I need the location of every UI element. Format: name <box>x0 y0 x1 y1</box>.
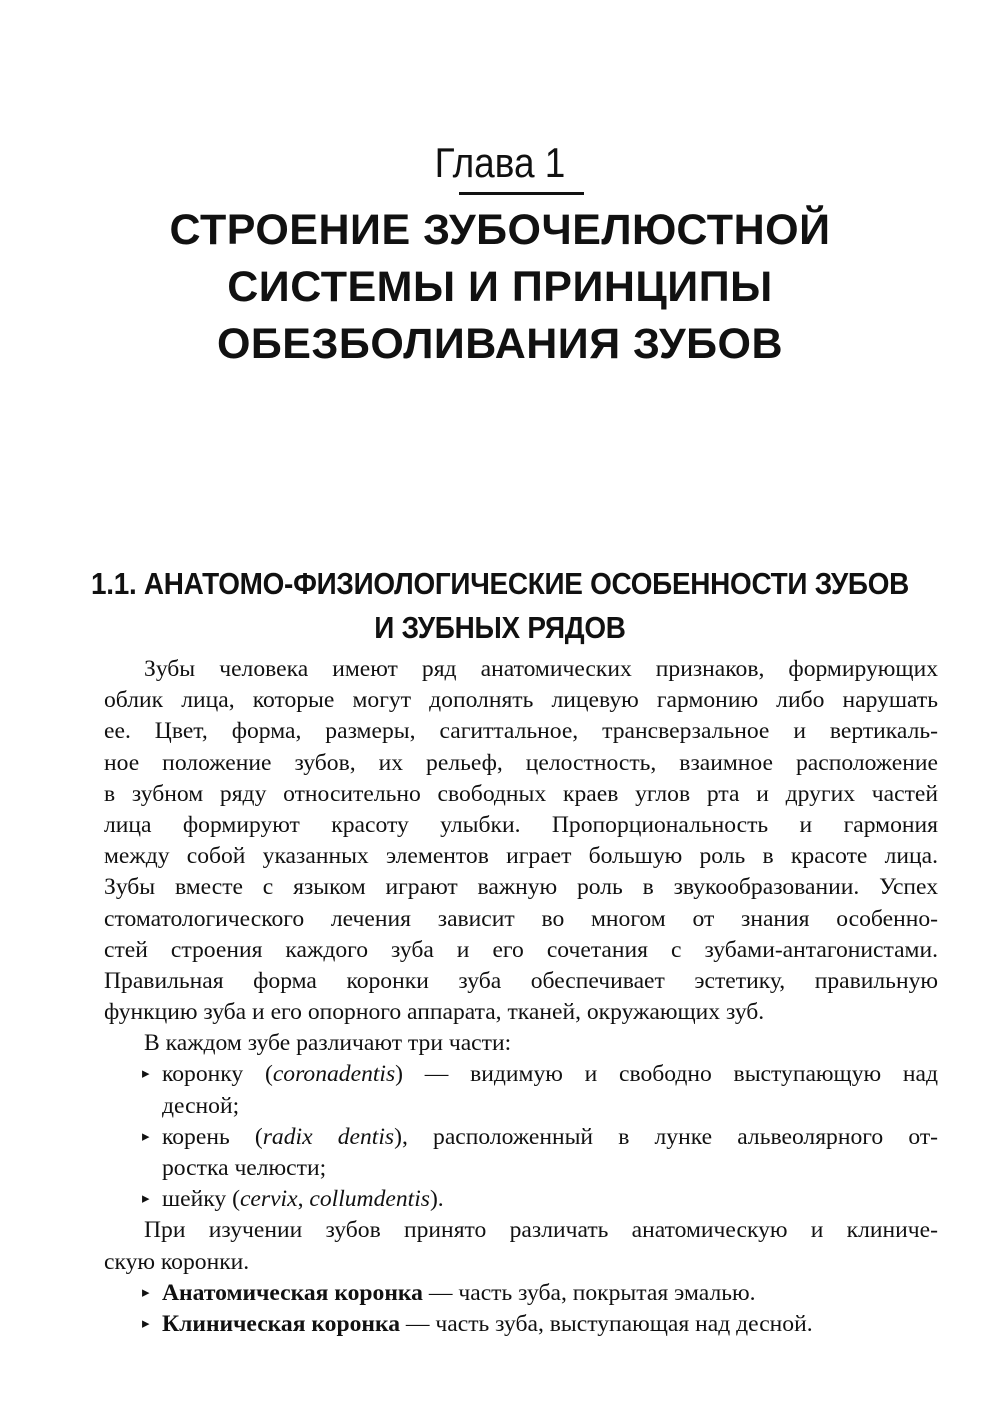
section-title-line: 1.1. АНАТОМО-ФИЗИОЛОГИЧЕСКИЕ ОСОБЕННОСТИ ЗУБОВ <box>90 566 910 601</box>
text-line: ное положение зубов, их рельеф, целостность, взаимное расположение <box>104 749 938 776</box>
bullet-icon: ▸ <box>142 1315 150 1332</box>
list-item-continuation: десной; <box>162 1092 240 1119</box>
text-line: Зубы человека имеют ряд анатомических признаков, формирующих <box>144 656 938 682</box>
list-item-continuation: ростка челюсти; <box>162 1155 327 1181</box>
list-item: ▸ коронку (coronadentis) — видимую и свободно выступающую над <box>142 1061 938 1088</box>
chapter-title-line: ОБЕЗБОЛИВАНИЯ ЗУБОВ <box>216 320 784 368</box>
chapter-underline <box>459 192 584 195</box>
section-title-line: И ЗУБНЫХ РЯДОВ <box>374 610 626 645</box>
bullet-icon: ▸ <box>142 1191 150 1208</box>
chapter-title <box>0 202 1000 373</box>
chapter-label: Глава 1 <box>434 139 566 186</box>
text-line: ее. Цвет, форма, размеры, сагиттальное, трансверзальное и вертикаль- <box>104 718 938 745</box>
chapter-title-line: СТРОЕНИЕ ЗУБОЧЕЛЮСТНОЙ <box>169 206 831 254</box>
chapter-title-line: СИСТЕМЫ И ПРИНЦИПЫ <box>227 263 773 311</box>
text-line: облик лица, которые могут дополнять лицевую гармонию либо нарушать <box>104 687 938 714</box>
bullet-icon: ▸ <box>142 1284 150 1301</box>
parts-intro: В каждом зубе различают три части: <box>144 1030 512 1057</box>
bullet-icon: ▸ <box>142 1128 150 1145</box>
text-line: между собой указанных элементов играет большую роль в красоте лица. <box>104 843 938 870</box>
bullet-icon: ▸ <box>142 1066 150 1083</box>
body-text <box>104 654 938 1340</box>
text-line: Правильная форма коронки зуба обеспечивает эстетику, правильную <box>104 967 938 994</box>
text-line: лица формируют красоту улыбки. Пропорциональность и гармония <box>104 811 938 838</box>
text-line: скую коронки. <box>104 1248 250 1275</box>
list-item: ▸ шейку (cervix, collumdentis). <box>142 1186 444 1213</box>
text-line: Зубы вместе с языком играют важную роль в звукообразовании. Успех <box>104 874 938 901</box>
list-item: ▸ корень (radix dentis), расположенный в лунке альвеолярного от- <box>142 1123 938 1150</box>
text-line: функцию зуба и его опорного аппарата, тканей, окружающих зуб. <box>104 999 765 1026</box>
section-title <box>0 562 1000 650</box>
text-line: При изучении зубов принято различать анатомическую и клиниче- <box>144 1217 938 1244</box>
definition-item: ▸ Анатомическая коронка — часть зуба, покрытая эмалью. <box>142 1279 756 1306</box>
text-line: стоматологического лечения зависит во многом от знания особенно- <box>104 905 938 932</box>
definition-item: ▸ Клиническая коронка — часть зуба, выступающая над десной. <box>142 1310 813 1337</box>
text-line: стей строения каждого зуба и его сочетания с зубами-антагонистами. <box>104 936 938 963</box>
text-line: в зубном ряду относительно свободных краев углов рта и других частей <box>104 780 938 807</box>
